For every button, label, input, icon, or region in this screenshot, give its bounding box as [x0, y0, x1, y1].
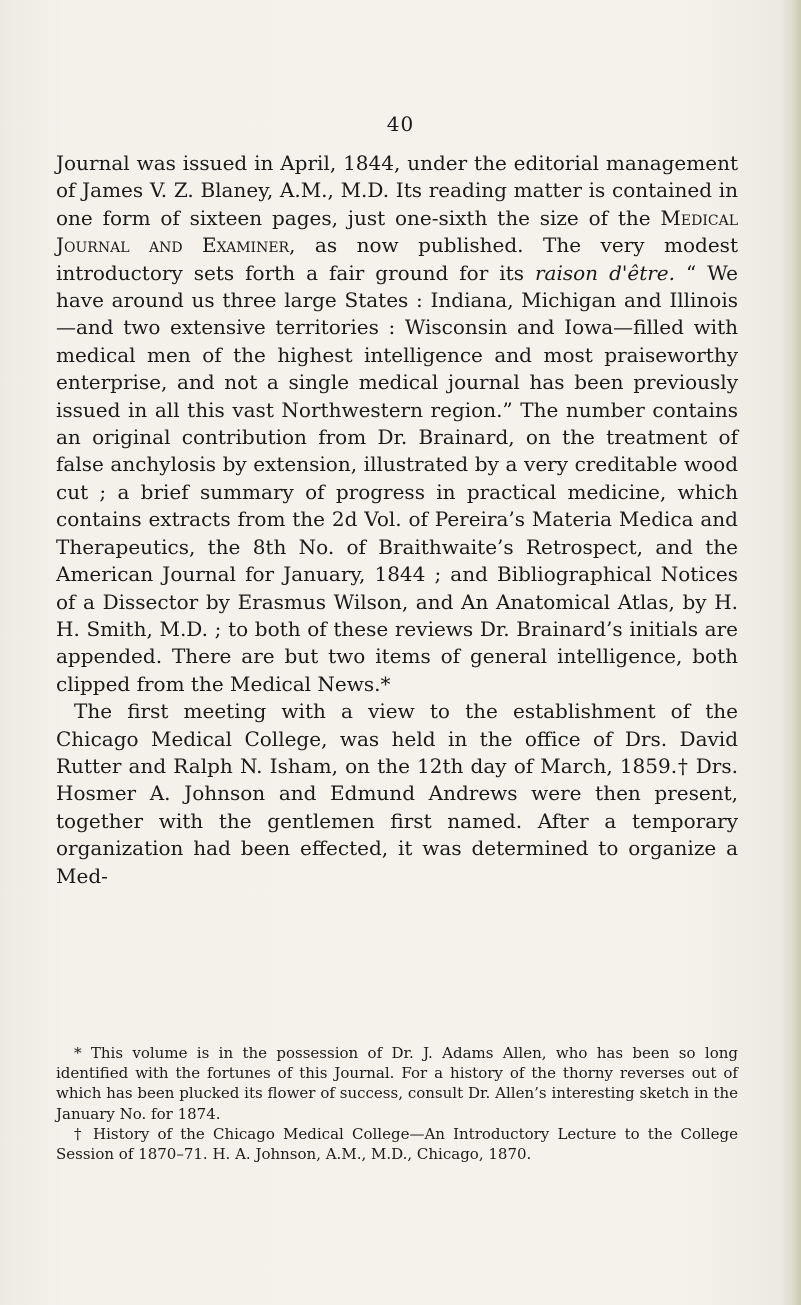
italic-phrase: raison d'être. [535, 260, 676, 285]
page-number: 40 [386, 112, 415, 136]
paragraph-college-meeting: The first meeting with a view to the establishment of the Chicago Medical College, was held in the office of Drs. David Rutter and Ralph N. Isham, on the 12th day of March, 1859.† Drs. Hosmer A. Johnson and Edmund Andrews were then present, together with the gentlemen first named. After a temporary organization had been effected, it was determined to organize a Med- [56, 699, 738, 888]
page-edge-shading [779, 0, 801, 1305]
footnotes [56, 1043, 738, 1164]
paragraph-journal-history [56, 150, 738, 698]
paragraph-1-intro: Journal was issued in April, 1844, under the editorial management of James V. Z. Blaney, A.M., M.D. Its reading matter is contained in one form of sixteen pages, just one-sixth the size of the [56, 151, 738, 230]
body-text [56, 150, 738, 890]
footnote-1: * This volume is in the possession of Dr. J. Adams Allen, who has been so long identified with the fortunes of this Journal. For a history of the thorny reverses out of which has been plucked its flower of success, consult Dr. Allen’s interesting sketch in the January No. for 1874. [56, 1044, 738, 1123]
footnote-2: † History of the Chicago Medical College—An Introductory Lecture to the College Session of 1870–71. H. A. Johnson, A.M., M.D., Chicago, 1870. [56, 1124, 738, 1164]
paragraph-1-rest: “ We have around us three large States : Indiana, Michigan and Illinois—and two extensive territories : Wisconsin and Iowa—filled with medical men of the highest intelligence and most praiseworthy enterprise, and not a single medical journal has been previously issued in all this vast Northwestern region.” The number contains an original contribution from Dr. Brainard, on the treatment of false anchylosis by extension, illustrated by a very creditable wood cut ; a brief summary of progress in practical medicine, which contains extracts from the 2d Vol. of Pereira’s Materia Medica and Therapeutics, the 8th No. of Braithwaite’s Retrospect, and the American Journal for January, 1844 ; and Bibliographical Notices of a Dissector by Erasmus Wilson, and An Anatomical Atlas, by H. H. Smith, M.D. ; to both of these reviews Dr. Brainard’s initials are appended. There are but two items of general intelligence, both clipped from the Medical News.* [56, 260, 739, 696]
journal-name: Medical Journal and Examiner [56, 205, 738, 258]
paragraph-1-mid: , as now published. The very modest introductory sets forth a fair ground for its [56, 233, 738, 285]
